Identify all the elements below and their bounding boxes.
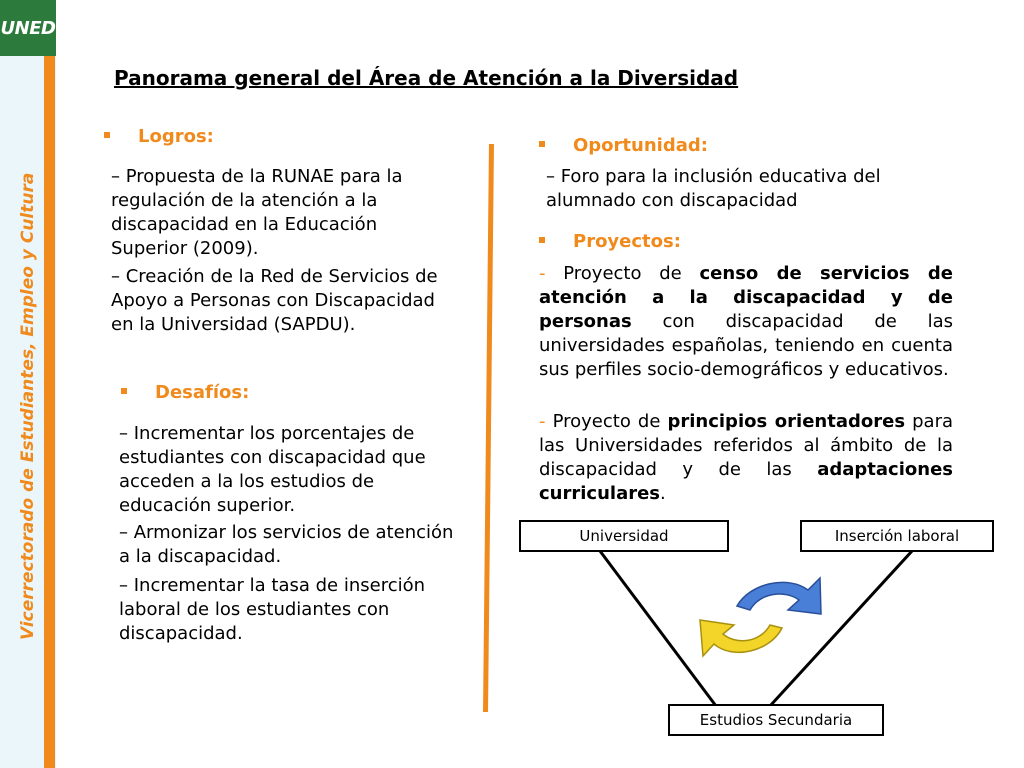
cycle-arrows-icon — [700, 578, 821, 656]
desafios-item-2: – Armonizar los servicios de atención a la discapacidad. — [119, 522, 454, 567]
page-title: Panorama general del Área de Atención a la Diversidad — [114, 66, 739, 90]
desafios-item-1: – Incrementar los porcentajes de estudiantes con discapacidad que acceden a la los estudios de educación superior. — [119, 423, 426, 516]
insercion-laboral-box: Inserción laboral — [800, 520, 994, 552]
desafios-item-3: – Incrementar la tasa de inserción laboral de los estudiantes con discapacidad. — [119, 575, 426, 644]
proyectos-heading: Proyectos: — [539, 231, 681, 252]
logros-item-1: – Propuesta de la RUNAE para la regulación de la atención a la discapacidad en la Educación Superior (2009). — [111, 166, 403, 259]
universidad-box: Universidad — [519, 520, 729, 552]
vicerrectorado-label: Vicerrectorado de Estudiantes, Empleo y Cultura — [18, 172, 38, 640]
estudios-secundaria-box: Estudios Secundaria — [668, 704, 884, 736]
proyectos-item-2: - Proyecto de principios orientadores para las Universidades referidos al ámbito de la discapacidad y de las adaptaciones curriculares. — [539, 411, 954, 504]
desafios-heading: Desafíos: — [121, 382, 249, 403]
right-connector-line — [770, 551, 912, 706]
oportunidad-text: – Foro para la inclusión educativa del alumnado con discapacidad — [546, 166, 881, 211]
logros-heading: Logros: — [104, 126, 214, 147]
logo-text: UNED — [0, 17, 56, 39]
logros-item-2: – Creación de la Red de Servicios de Apoyo a Personas con Discapacidad en la Universidad (SAPDU). — [111, 266, 438, 335]
left-connector-line — [600, 551, 716, 706]
oportunidad-heading: Oportunidad: — [539, 135, 708, 156]
proyectos-item-1: - Proyecto de censo de servicios de atención a la discapacidad y de personas con discapacidad de las universidades españolas, teniendo en cuenta sus perfiles socio-demográficos y educativos. — [539, 263, 953, 380]
